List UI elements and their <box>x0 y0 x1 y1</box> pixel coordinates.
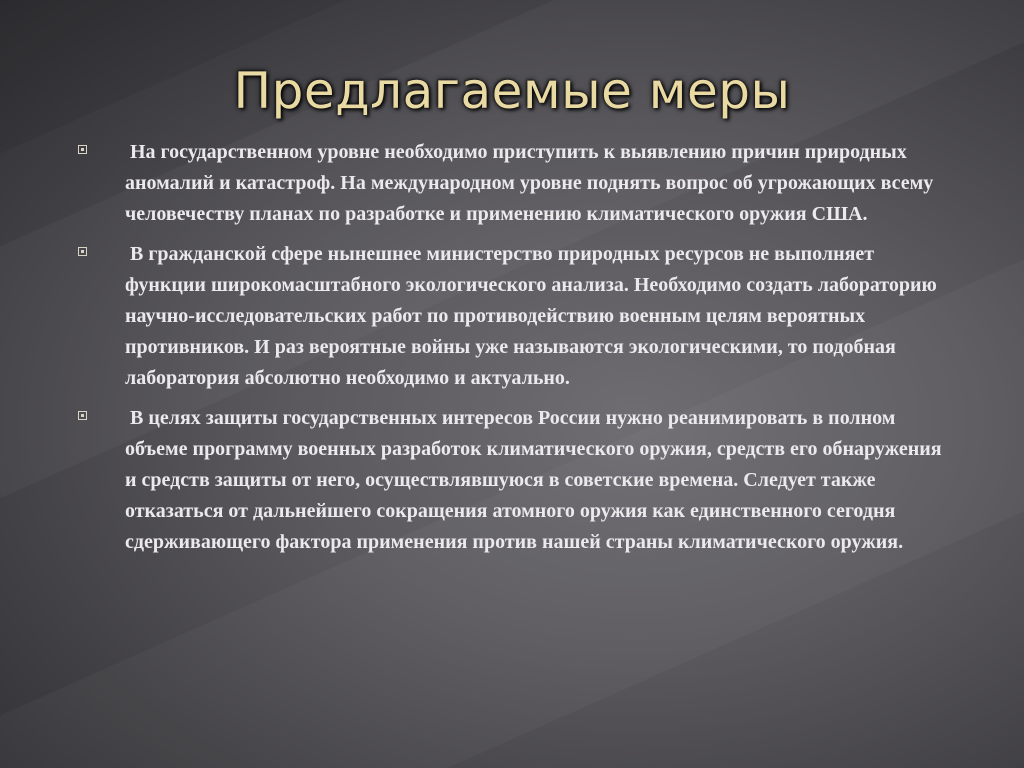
bullet-item <box>78 403 958 558</box>
bullet-item <box>78 239 958 394</box>
square-bullet-icon <box>78 145 87 154</box>
bullet-text: В целях защиты государственных интересов России нужно реанимировать в полном объеме программу военных разработок климатического оружия, средств его обнаружения и средств защиты от него, осуществлявшуюся в советские времена. Следует также отказаться от дальнейшего сокращения атомного оружия как единственного сегодня сдерживающего фактора применения против нашей страны климатического оружия. <box>125 407 947 553</box>
square-bullet-icon <box>78 411 87 420</box>
slide-title: Предлагаемые меры <box>233 62 791 120</box>
bullet-text: На государственном уровне необходимо приступить к выявлению причин природных аномалий и катастроф. На международном уровне поднять вопрос об угрожающих всему человечеству планах по разработке и применению климатического оружия США. <box>125 141 939 225</box>
bullet-text: В гражданской сфере нынешнее министерство природных ресурсов не выполняет функции широкомасштабного экологического анализа. Необходимо создать лабораторию научно-исследовательских работ по противодействию военным целям вероятных противников. И раз вероятные войны уже называются экологическими, то подобная лаборатория абсолютно необходимо и актуально. <box>125 243 942 389</box>
bullet-item <box>78 137 958 230</box>
square-bullet-icon <box>78 247 87 256</box>
bullet-list <box>78 137 958 567</box>
